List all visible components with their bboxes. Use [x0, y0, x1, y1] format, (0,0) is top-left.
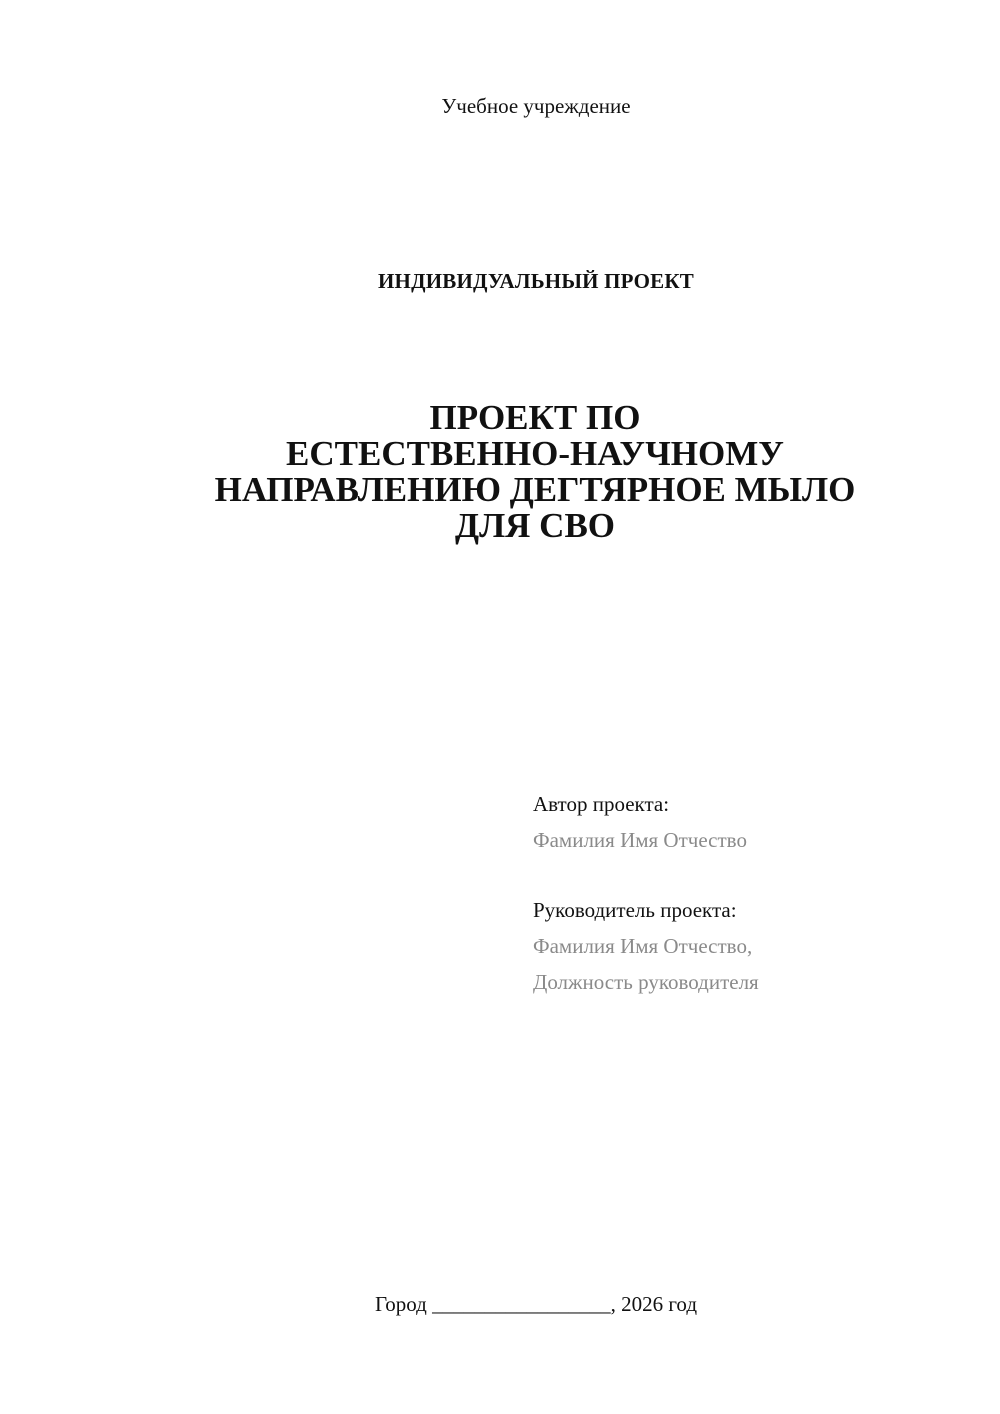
author-name: Фамилия Имя Отчество: [533, 828, 747, 852]
title-line: ПРОЕКТ ПО: [429, 398, 641, 437]
supervisor-label: Руководитель проекта:: [533, 898, 737, 922]
supervisor-name: Фамилия Имя Отчество,: [533, 934, 753, 958]
credits-spacer: [533, 858, 973, 892]
title-line: ДЛЯ СВО: [454, 506, 616, 545]
author-label: Автор проекта:: [533, 792, 670, 816]
project-credits: [533, 786, 973, 1000]
institution-name: Учебное учреждение: [441, 94, 631, 118]
title-line: ЕСТЕСТВЕННО-НАУЧНОМУ: [286, 434, 784, 473]
city-year-line: Город _________________, 2026 год: [374, 1292, 698, 1316]
project-title: [120, 400, 950, 544]
project-type-heading: ИНДИВИДУАЛЬНЫЙ ПРОЕКТ: [378, 269, 694, 293]
supervisor-position: Должность руководителя: [533, 970, 759, 994]
title-line: НАПРАВЛЕНИЮ ДЕГТЯРНОЕ МЫЛО: [214, 470, 856, 509]
